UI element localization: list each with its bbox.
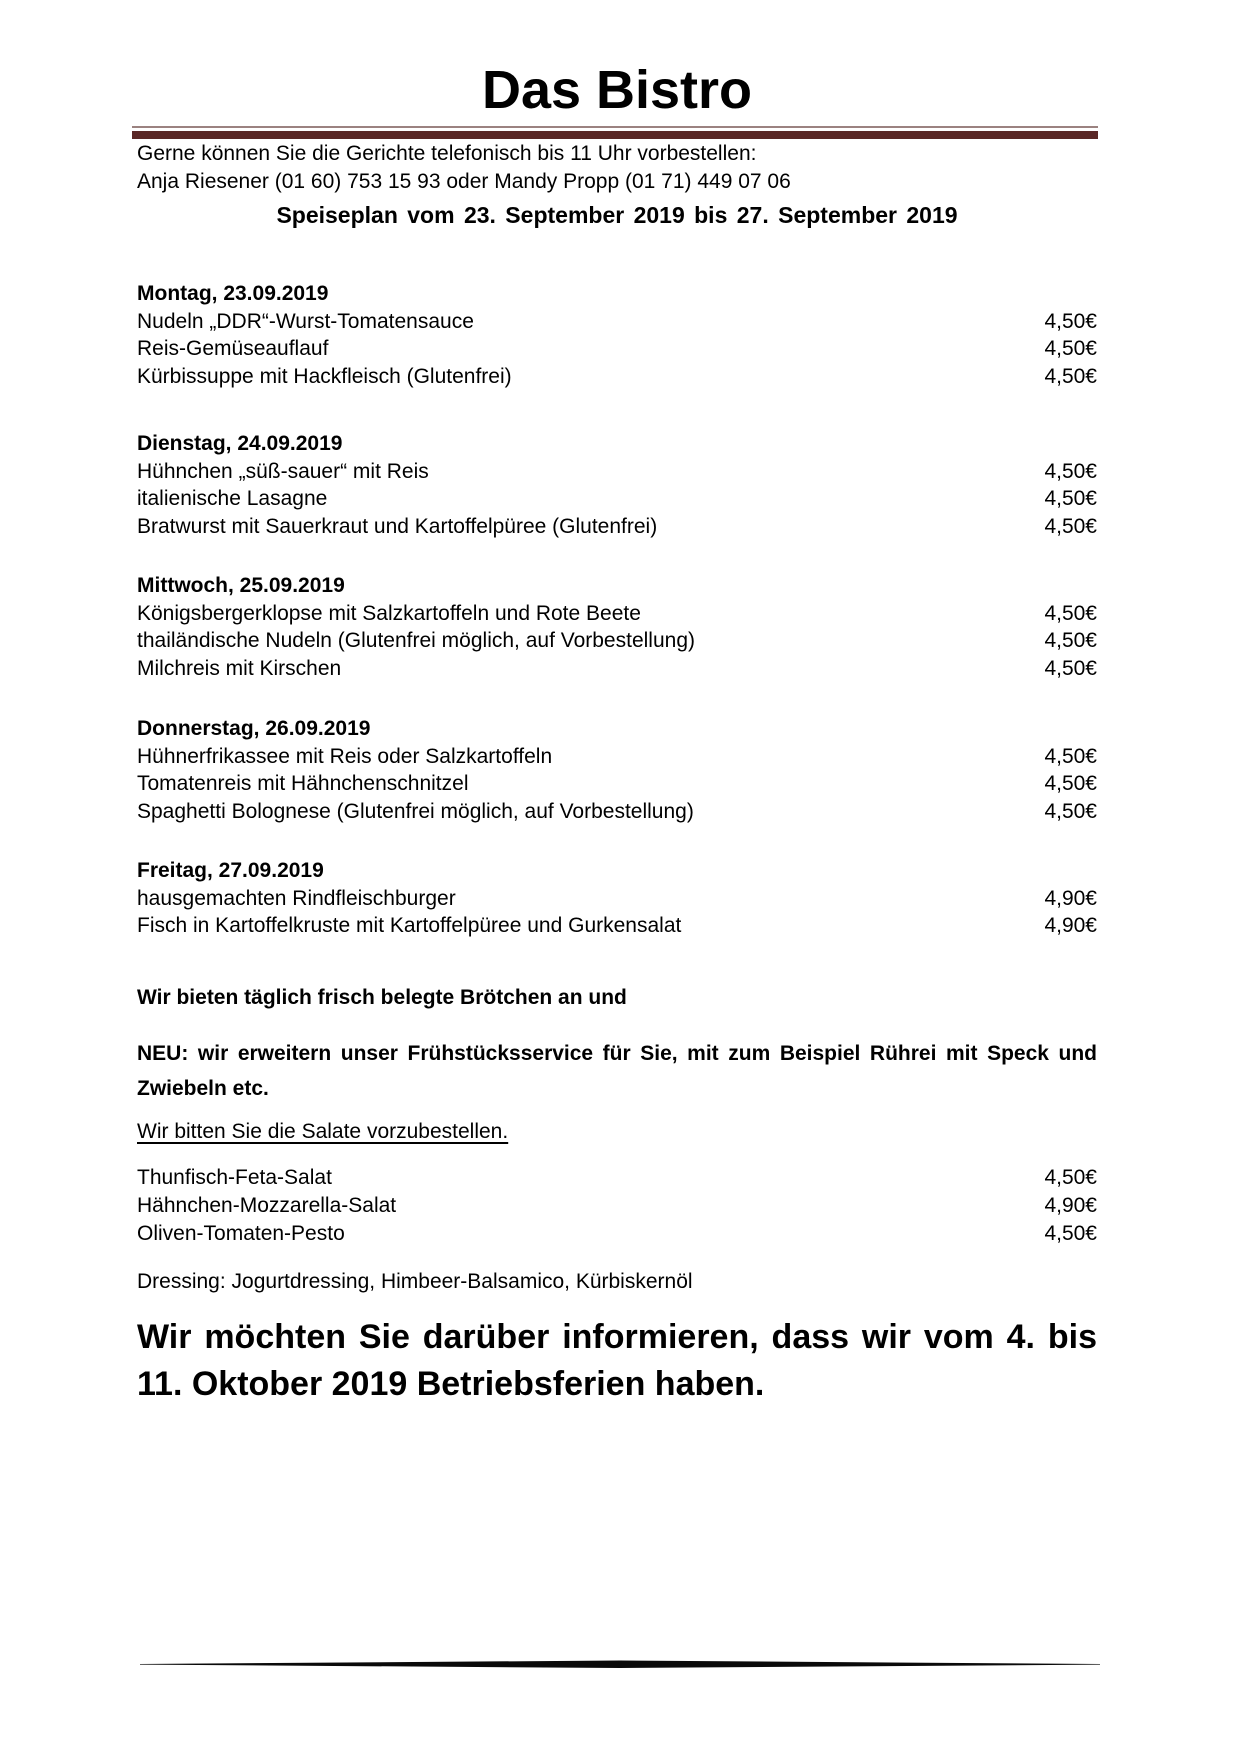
dish-price: 4,50€ bbox=[1044, 487, 1097, 510]
dish-price: 4,50€ bbox=[1044, 629, 1097, 652]
dish-price: 4,50€ bbox=[1044, 459, 1097, 483]
menu-row bbox=[137, 485, 1097, 513]
salad-price: 4,50€ bbox=[1044, 1222, 1097, 1245]
day-section-donnerstag bbox=[137, 715, 1097, 825]
menu-row bbox=[137, 308, 1097, 336]
tapered-line-shape bbox=[140, 1660, 1100, 1669]
menu-row bbox=[137, 770, 1097, 798]
menu-row bbox=[137, 885, 1097, 913]
salad-row bbox=[137, 1164, 1097, 1192]
dish-name: Bratwurst mit Sauerkraut und Kartoffelpüree (Glutenfrei) bbox=[137, 514, 658, 538]
dish-name: Reis-Gemüseauflauf bbox=[137, 337, 329, 360]
salads-section bbox=[137, 1164, 1097, 1248]
day-heading: Freitag, 27.09.2019 bbox=[137, 859, 324, 882]
menu-row bbox=[137, 363, 1097, 391]
menu-row bbox=[137, 798, 1097, 826]
menu-row bbox=[137, 655, 1097, 683]
dish-price: 4,90€ bbox=[1044, 914, 1097, 937]
day-heading: Montag, 23.09.2019 bbox=[137, 282, 329, 305]
menu-row bbox=[137, 513, 1097, 541]
dish-name: thailändische Nudeln (Glutenfrei möglich, auf Vorbestellung) bbox=[137, 629, 695, 652]
salad-row bbox=[137, 1192, 1097, 1220]
dish-name: Fisch in Kartoffelkruste mit Kartoffelpüree und Gurkensalat bbox=[137, 914, 682, 937]
salad-price: 4,50€ bbox=[1044, 1166, 1097, 1189]
salad-row bbox=[137, 1220, 1097, 1248]
dish-price: 4,50€ bbox=[1044, 772, 1097, 795]
day-section-dienstag bbox=[137, 430, 1097, 540]
dish-price: 4,50€ bbox=[1044, 309, 1097, 333]
day-section-montag bbox=[137, 280, 1097, 390]
salad-name: Thunfisch-Feta-Salat bbox=[137, 1166, 332, 1189]
menu-row bbox=[137, 335, 1097, 363]
bottom-divider bbox=[140, 1660, 1100, 1669]
page-title: Das Bistro bbox=[481, 60, 753, 120]
plan-heading: Speiseplan vom 23. September 2019 bis 27. September 2019 bbox=[276, 202, 958, 228]
day-heading: Donnerstag, 26.09.2019 bbox=[137, 717, 371, 740]
day-heading: Dienstag, 24.09.2019 bbox=[137, 432, 343, 455]
salad-name: Hähnchen-Mozzarella-Salat bbox=[137, 1194, 397, 1217]
salad-price: 4,90€ bbox=[1044, 1194, 1097, 1217]
day-heading: Mittwoch, 25.09.2019 bbox=[137, 574, 345, 597]
note-broetchen: Wir bieten täglich frisch belegte Brötchen an und bbox=[137, 986, 627, 1009]
dish-name: hausgemachten Rindfleischburger bbox=[137, 886, 456, 910]
dish-name: Königsbergerklopse mit Salzkartoffeln und Rote Beete bbox=[137, 601, 641, 625]
dish-price: 4,90€ bbox=[1044, 886, 1097, 910]
day-section-freitag bbox=[137, 857, 1097, 940]
dish-price: 4,50€ bbox=[1044, 514, 1097, 538]
dish-name: Hühnchen „süß-sauer“ mit Reis bbox=[137, 459, 429, 483]
dish-price: 4,50€ bbox=[1044, 799, 1097, 823]
dish-name: Tomatenreis mit Hähnchenschnitzel bbox=[137, 772, 469, 795]
header-divider bbox=[132, 126, 1098, 139]
salad-name: Oliven-Tomaten-Pesto bbox=[137, 1222, 345, 1245]
closing-announcement: Wir möchten Sie darüber informieren, dass wir vom 4. bis 11. Oktober 2019 Betriebsferien haben. bbox=[137, 1318, 1097, 1403]
dish-name: Hühnerfrikassee mit Reis oder Salzkartoffeln bbox=[137, 744, 553, 768]
intro-line-2: Anja Riesener (01 60) 753 15 93 oder Mandy Propp (01 71) 449 07 06 bbox=[137, 170, 791, 193]
dish-price: 4,50€ bbox=[1044, 337, 1097, 360]
menu-row bbox=[137, 627, 1097, 655]
menu-row bbox=[137, 743, 1097, 771]
menu-row bbox=[137, 600, 1097, 628]
dish-name: Milchreis mit Kirschen bbox=[137, 656, 342, 680]
dish-price: 4,50€ bbox=[1044, 656, 1097, 680]
dish-name: italienische Lasagne bbox=[137, 487, 328, 510]
dish-price: 4,50€ bbox=[1044, 601, 1097, 625]
dish-price: 4,50€ bbox=[1044, 744, 1097, 768]
dish-name: Spaghetti Bolognese (Glutenfrei möglich, auf Vorbestellung) bbox=[137, 799, 694, 823]
dish-name: Kürbissuppe mit Hackfleisch (Glutenfrei) bbox=[137, 364, 512, 388]
note-fruehstuecksservice: NEU: wir erweitern unser Frühstücksservice für Sie, mit zum Beispiel Rührei mit Speck und Zwiebeln etc. bbox=[137, 1042, 1097, 1100]
intro-line-1: Gerne können Sie die Gerichte telefonisch bis 11 Uhr vorbestellen: bbox=[137, 142, 757, 165]
salad-preorder-note: Wir bitten Sie die Salate vorzubestellen. bbox=[137, 1120, 509, 1143]
header-divider-thick-line bbox=[132, 131, 1098, 139]
dressing-line: Dressing: Jogurtdressing, Himbeer-Balsamico, Kürbiskernöl bbox=[137, 1270, 693, 1293]
dish-name: Nudeln „DDR“-Wurst-Tomatensauce bbox=[137, 309, 474, 333]
day-section-mittwoch bbox=[137, 572, 1097, 682]
menu-row bbox=[137, 458, 1097, 486]
dish-price: 4,50€ bbox=[1044, 364, 1097, 388]
menu-row bbox=[137, 912, 1097, 940]
header-divider-thin-line bbox=[132, 126, 1098, 128]
